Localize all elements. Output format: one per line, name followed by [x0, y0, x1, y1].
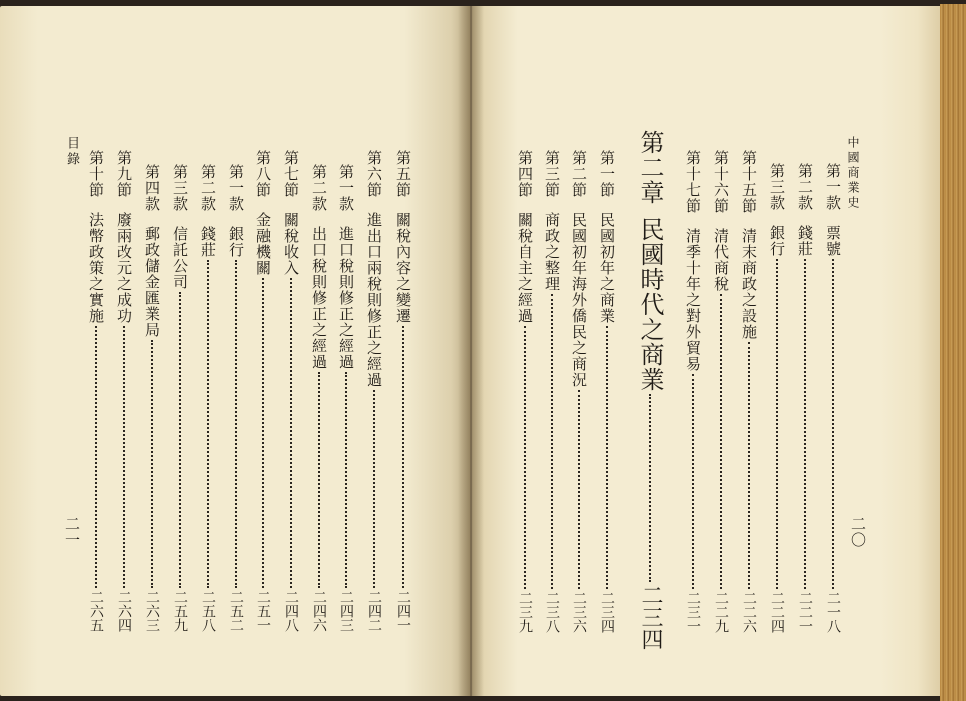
- entry-page: 二六四: [116, 590, 132, 632]
- dot-leader: [649, 394, 651, 582]
- entry-page: 二五八: [200, 590, 216, 632]
- entry-page: 二六五: [88, 590, 104, 632]
- entry-title: 進口稅則修正之經過: [337, 226, 355, 370]
- toc-entry: [682, 150, 704, 633]
- dot-leader: [748, 342, 750, 589]
- entry-page: 二五二: [228, 590, 244, 632]
- entry-title: 銀行: [768, 225, 786, 257]
- entry-title: 民國初年之商業: [598, 212, 616, 324]
- toc-entry: [197, 164, 219, 632]
- dot-leader: [235, 260, 237, 588]
- entry-label: 第一款: [337, 164, 355, 212]
- entry-label: 第一款: [824, 163, 842, 211]
- entry-title: 銀行: [227, 226, 245, 258]
- entry-title: 清末商政之設施: [740, 228, 758, 340]
- entry-label: 第十五節: [740, 150, 758, 214]
- dot-leader: [578, 390, 580, 589]
- entry-title: 信託公司: [171, 226, 189, 290]
- entry-label: 第二款: [310, 164, 328, 212]
- dot-leader: [207, 260, 209, 588]
- toc-entry: [85, 150, 107, 632]
- entry-title: 法幣政策之實施: [87, 212, 105, 324]
- dot-leader: [290, 278, 292, 588]
- entry-page: 二二六: [741, 591, 757, 633]
- entry-page: 二四三: [338, 590, 354, 632]
- toc-entry: [252, 150, 274, 632]
- entry-title: 出口稅則修正之經過: [310, 226, 328, 370]
- entry-page: 二四一: [395, 590, 411, 632]
- entry-title: 郵政儲金匯業局: [143, 226, 161, 338]
- entry-title: 金融機關: [254, 212, 272, 276]
- entry-title: 錢莊: [796, 225, 814, 257]
- book-gutter: [458, 6, 484, 696]
- chapter-title: 民國時代之商業: [636, 217, 664, 392]
- entry-label: 第二節: [570, 150, 588, 198]
- entry-page: 二五九: [172, 590, 188, 632]
- entry-label: 第九節: [115, 150, 133, 198]
- dot-leader: [151, 340, 153, 588]
- entry-label: 第七節: [282, 150, 300, 198]
- running-head-right: 中國商業史: [846, 136, 860, 211]
- entry-label: 第二款: [796, 163, 814, 211]
- entry-page: 二三一: [685, 591, 701, 633]
- toc-entry: [514, 150, 536, 633]
- folio-left: 二一: [63, 516, 81, 548]
- entry-label: 第一款: [227, 164, 245, 212]
- entry-label: 第六節: [365, 150, 383, 198]
- dot-leader: [776, 259, 778, 589]
- entry-label: 第三節: [543, 150, 561, 198]
- dot-leader: [524, 326, 526, 589]
- dot-leader: [179, 292, 181, 588]
- toc-entry: [596, 150, 618, 633]
- dot-leader: [551, 294, 553, 589]
- entry-title: 票號: [824, 225, 842, 257]
- toc-chapter-entry: [634, 130, 666, 650]
- dot-leader: [262, 278, 264, 588]
- dot-leader: [373, 390, 375, 588]
- toc-entry: [710, 150, 732, 633]
- entry-page: 二三九: [517, 591, 533, 633]
- entry-label: 第一節: [598, 150, 616, 198]
- entry-title: 進出口兩稅則修正之經過: [365, 212, 383, 388]
- entry-page: 二四六: [311, 590, 327, 632]
- dot-leader: [720, 294, 722, 589]
- dot-leader: [123, 326, 125, 588]
- entry-page: 二五一: [255, 590, 271, 632]
- entry-label: 第五節: [394, 150, 412, 198]
- entry-page: 二三四: [599, 591, 615, 633]
- toc-entry: [738, 150, 760, 633]
- toc-entry: [141, 164, 163, 632]
- toc-entry: [392, 150, 414, 632]
- entry-title: 廢兩改元之成功: [115, 212, 133, 324]
- toc-entry: [169, 164, 191, 632]
- dot-leader: [804, 259, 806, 589]
- toc-entry: [541, 150, 563, 633]
- entry-title: 關稅內容之變遷: [394, 212, 412, 324]
- entry-title: 商政之整理: [543, 212, 561, 292]
- entry-page: 二二九: [713, 591, 729, 633]
- entry-label: 第十七節: [684, 150, 702, 214]
- toc-entry: [363, 150, 385, 632]
- entry-label: 第八節: [254, 150, 272, 198]
- toc-entry: [308, 164, 330, 632]
- toc-entry: [113, 150, 135, 632]
- entry-title: 關稅收入: [282, 212, 300, 276]
- entry-title: 清代商稅: [712, 228, 730, 292]
- entry-title: 關稅自主之經過: [516, 212, 534, 324]
- entry-label: 第三款: [171, 164, 189, 212]
- dot-leader: [95, 326, 97, 588]
- toc-entry: [766, 163, 788, 633]
- entry-label: 第三款: [768, 163, 786, 211]
- running-head-left: 目錄: [64, 136, 79, 168]
- entry-page: 二六三: [144, 590, 160, 632]
- entry-page: 二四八: [283, 590, 299, 632]
- dot-leader: [606, 326, 608, 589]
- entry-page: 二二一: [797, 591, 813, 633]
- entry-title: 錢莊: [199, 226, 217, 258]
- dot-leader: [832, 259, 834, 589]
- toc-entry: [822, 163, 844, 633]
- entry-page: 二一八: [825, 591, 841, 633]
- dot-leader: [345, 372, 347, 588]
- chapter-page: 二三四: [638, 584, 663, 650]
- dot-leader: [692, 374, 694, 589]
- entry-title: 清季十年之對外貿易: [684, 228, 702, 372]
- entry-label: 第四節: [516, 150, 534, 198]
- entry-page: 二三八: [544, 591, 560, 633]
- chapter-label: 第二章: [636, 130, 664, 205]
- entry-label: 第四款: [143, 164, 161, 212]
- dot-leader: [402, 326, 404, 588]
- entry-page: 二四二: [366, 590, 382, 632]
- toc-entry: [568, 150, 590, 633]
- entry-title: 民國初年海外僑民之商況: [570, 212, 588, 388]
- entry-page: 二二四: [769, 591, 785, 633]
- toc-entry: [225, 164, 247, 632]
- toc-entry: [794, 163, 816, 633]
- toc-entry: [280, 150, 302, 632]
- page-edges: [940, 4, 966, 701]
- dot-leader: [318, 372, 320, 588]
- toc-entry: [335, 164, 357, 632]
- entry-label: 第二款: [199, 164, 217, 212]
- entry-label: 第十節: [87, 150, 105, 198]
- folio-right: 二〇: [849, 516, 867, 548]
- entry-page: 二三六: [571, 591, 587, 633]
- entry-label: 第十六節: [712, 150, 730, 214]
